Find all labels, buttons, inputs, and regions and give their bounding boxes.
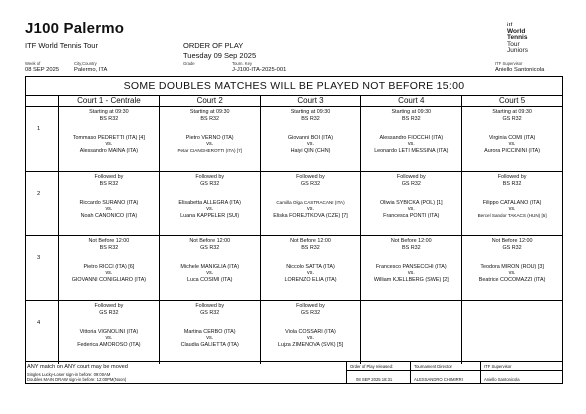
match-cell xyxy=(59,301,160,364)
versus-label: vs. xyxy=(508,270,516,277)
player-2: Alessandro MAINA (ITA) xyxy=(79,148,139,155)
order-of-play-grid xyxy=(25,76,563,362)
player-1: Oliwia SYBICKA (POL) [1] xyxy=(379,199,443,206)
cell-spacer xyxy=(59,252,159,264)
tourn-key-label: Tourn. Key xyxy=(232,61,253,66)
match-time: Followed by xyxy=(195,174,225,180)
player-1: Riccardo SURANO (ITA) xyxy=(79,199,139,206)
itf-logo xyxy=(507,22,539,55)
court-header-row xyxy=(26,96,562,107)
player-2: Claudia GALIETTA (ITA) xyxy=(180,342,239,349)
versus-label: vs. xyxy=(307,206,314,213)
versus-label: vs. xyxy=(105,335,113,342)
player-1: Pietro RICCI (ITA) [6] xyxy=(83,263,135,270)
supervisor-box xyxy=(480,362,563,384)
match-time: Starting at 09:30 xyxy=(290,109,331,115)
director-box xyxy=(410,362,480,384)
released-label: Order of Play released: xyxy=(350,364,394,369)
match-cell xyxy=(462,301,562,364)
player-1: Tommaso PEDRETTI (ITA) [4] xyxy=(72,134,145,141)
match-time: Followed by xyxy=(396,174,426,180)
grade-label: Grade xyxy=(183,61,195,66)
versus-label: vs. xyxy=(407,270,415,277)
match-round: BS R32 xyxy=(502,180,522,187)
cell-spacer xyxy=(462,252,562,264)
match-cell xyxy=(261,107,362,171)
match-cell xyxy=(361,236,462,300)
player-2: Bercel Sandor TAKACS (HUN) [5] xyxy=(477,213,547,219)
player-1: Francesco PANSECCHI (ITA) xyxy=(375,263,447,270)
match-cell xyxy=(261,172,362,235)
cell-spacer xyxy=(361,303,461,315)
player-2: Haiyi QIN (CHN) xyxy=(290,148,331,155)
match-rows xyxy=(26,107,562,364)
player-2: GIOVANNI CONIGLIARO (ITA) xyxy=(71,277,147,284)
row-number: 1 xyxy=(26,107,59,171)
player-1: Pietro VERNO (ITA) xyxy=(185,134,234,141)
row-number: 2 xyxy=(26,172,59,235)
versus-label: vs. xyxy=(105,270,113,277)
match-cell xyxy=(361,301,462,364)
logo-line2: Tennis xyxy=(507,34,528,41)
match-round: BS R32 xyxy=(301,115,320,122)
week-label: Week of xyxy=(25,61,41,66)
oop-title: ORDER OF PLAY xyxy=(183,41,244,50)
player-1: Elisabetta ALLEGRA (ITA) xyxy=(178,199,241,206)
cell-spacer xyxy=(361,123,461,135)
logo-line4: Juniors xyxy=(507,47,528,54)
player-2: Luca COSIMI (ITA) xyxy=(186,277,233,284)
player-2: Lujza ZIMENOVA (SVK) [5] xyxy=(277,342,344,349)
versus-label: vs. xyxy=(508,206,516,213)
player-1: Filippo CATALANO (ITA) xyxy=(482,199,542,206)
cell-spacer xyxy=(59,317,159,329)
week-value: 08 SEP 2025 xyxy=(25,67,60,73)
player-2: Francesca PONTI (ITA) xyxy=(383,213,440,220)
match-time: Followed by xyxy=(296,174,325,180)
match-time: Not Before 12:00 xyxy=(290,238,331,244)
cell-spacer xyxy=(361,252,461,264)
player-1: Giovanni BOI (ITA) xyxy=(287,134,334,141)
player-2: LORENZO ELIA (ITA) xyxy=(284,277,337,284)
cell-spacer xyxy=(59,188,159,200)
cell-spacer xyxy=(160,317,260,329)
player-1: Martina CERBO (ITA) xyxy=(183,328,236,335)
match-time: Starting at 09:30 xyxy=(89,109,129,115)
versus-label: vs. xyxy=(508,141,516,148)
match-time: Followed by xyxy=(497,174,527,180)
row-number: 3 xyxy=(26,236,59,300)
match-row xyxy=(26,301,562,364)
cell-spacer xyxy=(160,123,260,135)
match-time: Followed by xyxy=(195,303,225,309)
order-of-play-heading xyxy=(183,41,256,60)
versus-label: vs. xyxy=(206,270,214,277)
player-2: Petar CIANGHEROTTI (ITA) [7] xyxy=(177,148,242,154)
logo-mark: itf xyxy=(507,22,513,27)
match-time: Not Before 12:00 xyxy=(88,238,130,244)
versus-label: vs. xyxy=(407,206,415,213)
match-time: Starting at 09:30 xyxy=(189,109,230,115)
player-2: Luana KAPPELER (SUI) xyxy=(180,213,240,220)
cell-spacer xyxy=(462,188,562,200)
cell-spacer xyxy=(462,123,562,135)
player-1: Michele MANIGLIA (ITA) xyxy=(180,263,239,270)
match-round: BS R32 xyxy=(301,244,320,251)
match-time: Not Before 12:00 xyxy=(189,238,231,244)
released-box xyxy=(346,362,410,384)
match-round: BS R32 xyxy=(99,115,119,122)
match-cell xyxy=(261,301,362,364)
match-round: BS R32 xyxy=(402,115,421,122)
court-header-4: Court 4 xyxy=(361,96,462,106)
match-row xyxy=(26,172,562,236)
match-time: Starting at 09:30 xyxy=(492,109,532,115)
match-time: Not Before 12:00 xyxy=(491,238,533,244)
footer-supervisor-value: Aniello Santonicola xyxy=(484,377,520,382)
versus-label: vs. xyxy=(206,335,214,342)
singles-signin-note: Singles Lucky-Loser sign-in before: 09:00AM xyxy=(27,372,111,377)
row-number: 4 xyxy=(26,301,59,364)
cell-spacer xyxy=(261,317,361,329)
versus-label: vs. xyxy=(105,141,113,148)
versus-label: vs. xyxy=(307,335,314,342)
match-round: GS R32 xyxy=(300,180,321,187)
any-match-note: ANY match on ANY court may be moved xyxy=(27,364,128,370)
match-cell xyxy=(361,172,462,235)
match-time: Followed by xyxy=(94,174,124,180)
match-time: Starting at 09:30 xyxy=(391,109,432,115)
player-2: Eliska FOREJTKOVA (CZE) [7] xyxy=(273,213,348,220)
logo-line1: World xyxy=(507,27,526,35)
row-number-header xyxy=(26,96,59,106)
match-round: GS R32 xyxy=(200,244,220,251)
tour-subtitle: ITF World Tennis Tour xyxy=(25,41,98,50)
player-1: Teodora MIRON (ROU) [3] xyxy=(480,263,544,270)
city-value: Palermo, ITA xyxy=(74,67,108,73)
tournament-title: J100 Palermo xyxy=(25,20,125,37)
player-1: Virginia COMI (ITA) xyxy=(488,134,536,141)
match-round: BS R32 xyxy=(99,244,119,251)
versus-label: vs. xyxy=(307,141,314,148)
match-row xyxy=(26,236,562,301)
versus-label: vs. xyxy=(206,206,214,213)
player-1: Viola COSSARI (ITA) xyxy=(285,328,336,335)
director-value: ALESSANDRO CHIMIRRI xyxy=(414,377,463,382)
versus-label: vs. xyxy=(206,141,214,148)
versus-label: vs. xyxy=(105,206,113,213)
doubles-signin-note: Doubles MAIN DRAW sign-in before: 12:00PM(Noon) xyxy=(27,377,127,382)
match-cell xyxy=(462,172,562,235)
cell-spacer xyxy=(261,123,361,135)
court-header-5: Court 5 xyxy=(498,96,526,105)
logo-line3: Tour xyxy=(507,40,520,48)
player-2: Beatrice COCOMAZZI (ITA) xyxy=(478,277,546,284)
player-2: Noah CANONICO (ITA) xyxy=(80,213,138,220)
match-cell xyxy=(59,107,160,171)
court-header-3: Court 3 xyxy=(261,96,362,106)
cell-spacer xyxy=(261,188,361,200)
match-cell xyxy=(261,236,362,300)
match-round: GS R32 xyxy=(200,309,220,316)
tourn-key-value: J-J100-ITA-2025-001 xyxy=(232,67,287,73)
released-value: 08 SEP 2025 18:31 xyxy=(356,377,393,382)
match-cell xyxy=(160,172,261,235)
match-cell xyxy=(59,236,160,300)
city-label: City,Country xyxy=(74,61,97,66)
match-round: GS R32 xyxy=(401,180,421,187)
oop-date: Tuesday 09 Sep 2025 xyxy=(183,50,257,60)
match-cell xyxy=(462,107,562,171)
player-1: Vittoria VIGNOLINI (ITA) xyxy=(79,328,139,335)
match-cell xyxy=(160,107,261,171)
player-2: William KJELLBERG (SWE) [2] xyxy=(373,277,449,284)
match-round: GS R32 xyxy=(300,309,321,316)
director-label: Tournament Director xyxy=(414,364,452,369)
doubles-notice-banner: SOME DOUBLES MATCHES WILL BE PLAYED NOT BEFORE 15:00 xyxy=(26,77,562,96)
court-header-2: Court 2 xyxy=(160,96,261,106)
match-time: Followed by xyxy=(296,303,325,309)
match-cell xyxy=(59,172,160,235)
cell-spacer xyxy=(462,303,562,315)
versus-label: vs. xyxy=(307,270,314,277)
match-round: BS R32 xyxy=(200,115,219,122)
court-header-1: Court 1 - Centrale xyxy=(59,96,160,106)
footer-supervisor-label: ITF Supervisor xyxy=(484,364,512,369)
cell-spacer xyxy=(261,252,361,264)
match-round: BS R32 xyxy=(99,180,119,187)
match-round: GS R32 xyxy=(99,309,119,316)
player-2: Aurora PICCININI (ITA) xyxy=(484,148,541,155)
match-cell xyxy=(361,107,462,171)
match-time: Not Before 12:00 xyxy=(390,238,432,244)
player-1: Alessandro FIOCCHI (ITA) xyxy=(379,134,444,141)
player-2: Leonardo LETI MESSINA (ITA) xyxy=(374,148,449,155)
versus-label: vs. xyxy=(407,141,415,148)
match-cell xyxy=(462,236,562,300)
match-cell xyxy=(160,301,261,364)
match-time: Followed by xyxy=(94,303,124,309)
cell-spacer xyxy=(59,123,159,135)
cell-spacer xyxy=(160,252,260,264)
match-cell xyxy=(160,236,261,300)
match-round: BS R32 xyxy=(402,244,421,251)
match-row xyxy=(26,107,562,172)
player-2: Federica AMOROSO (ITA) xyxy=(77,342,141,349)
player-1: Camilla Olga CASTRACANI (ITA) xyxy=(276,199,345,205)
match-round: GS R32 xyxy=(502,115,522,122)
supervisor-label: ITF Supervisor xyxy=(495,61,523,66)
cell-spacer xyxy=(361,188,461,200)
player-1: Niccolo SATTA (ITA) xyxy=(286,263,335,270)
cell-spacer xyxy=(160,188,260,200)
match-round: GS R32 xyxy=(200,180,220,187)
match-round: GS R32 xyxy=(502,244,522,251)
supervisor-value: Aniello Santonicola xyxy=(495,67,545,73)
